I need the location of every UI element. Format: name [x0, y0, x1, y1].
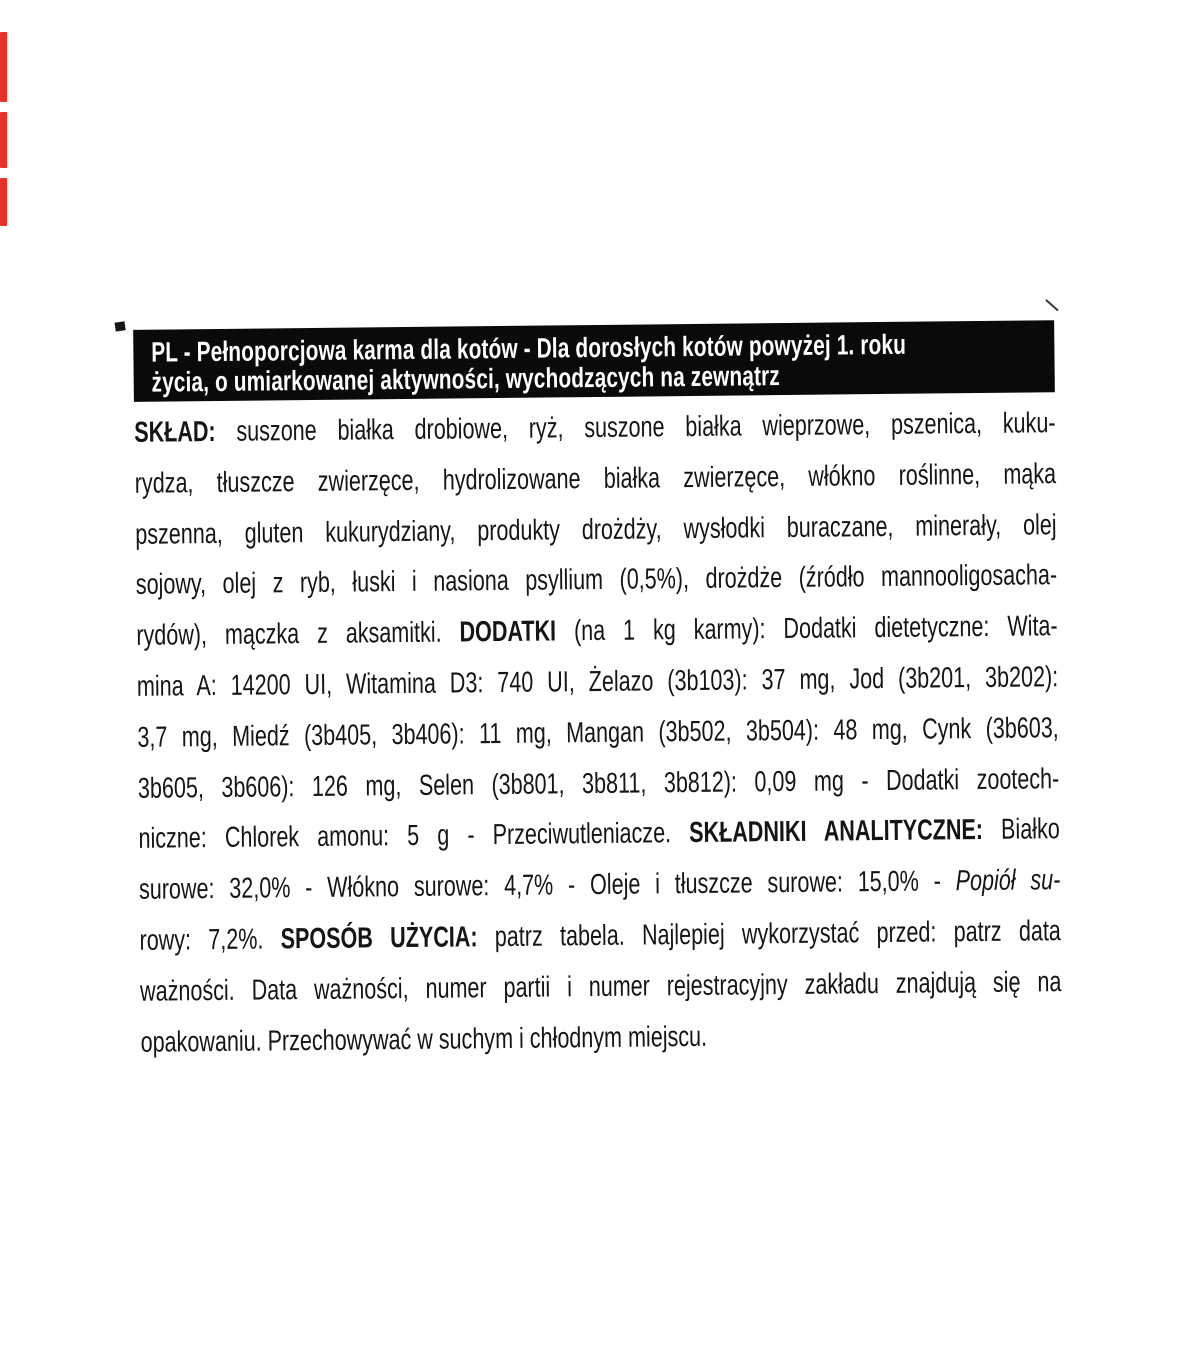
label-keyword: SPOSÓB UŻYCIA: — [280, 921, 478, 956]
label-text-run: surowe: 32,0% - Włókno surowe: 4,7% - Oleje i tłuszcze surowe: 15,0% - — [138, 865, 956, 906]
label-text-run: rydów), mączka z aksamitki. — [136, 616, 460, 653]
scan-edge-artifact — [0, 112, 7, 168]
label-text-run: niczne: Chlorek amonu: 5 g - Przeciwutleniacze. — [138, 817, 690, 856]
label-text-line — [140, 1008, 1062, 1068]
ingredients-text — [134, 398, 1062, 1068]
header-line-1: PL - Pełnoporcjowa karma dla kotów - Dla dorosłych kotów powyżej 1. roku — [151, 328, 907, 368]
label-text-run: ważności. Data ważności, numer partii i numer rejestracyjny zakładu znajdują się na — [139, 965, 1062, 1008]
label-text-run: (na 1 kg karmy): Dodatki dietetyczne: Wita- — [555, 610, 1058, 648]
header-line-2: życia, o umiarkowanej aktywności, wychodzących na zewnątrz — [151, 360, 781, 398]
label-keyword: SKŁAD: — [134, 415, 216, 449]
label-text-run: patrz tabela. Najlepiej wykorzystać przed: patrz data — [477, 915, 1061, 954]
label-keyword: SKŁADNIKI ANALITYCZNE: — [689, 814, 984, 850]
label-text-run: rydza, tłuszcze zwierzęce, hydrolizowane białka zwierzęce, włókno roślinne, mąka — [134, 457, 1057, 500]
label-text-run: pszenna, gluten kukurydziany, produkty drożdży, wysłodki buraczane, minerały, olej — [135, 508, 1057, 551]
label-text-run: Popiół su- — [955, 864, 1061, 898]
label-header-text — [133, 320, 1055, 398]
label-keyword: DODATKI — [459, 615, 557, 649]
label-text-run: mina A: 14200 UI, Witamina D3: 740 UI, Żelazo (3b103): 37 mg, Jod (3b201, 3b202): — [136, 661, 1059, 703]
scan-edge-artifact — [0, 32, 7, 102]
label-text-run: Białko — [982, 813, 1060, 847]
label-text-run: 3b605, 3b606): 126 mg, Selen (3b801, 3b811, 3b812): 0,09 mg - Dodatki zootech- — [137, 762, 1060, 805]
label-text-run: 3,7 mg, Miedź (3b405, 3b406): 11 mg, Mangan (3b502, 3b504): 48 mg, Cynk (3b603, — [137, 711, 1059, 754]
label-text-run: rowy: 7,2%. — [139, 923, 281, 957]
pet-food-label — [133, 320, 1062, 1068]
scan-edge-artifact — [0, 178, 7, 226]
label-text-run: suszone białka drobiowe, ryż, suszone białka wieprzowe, pszenica, kuku- — [215, 407, 1056, 448]
label-text-run: sojowy, olej z ryb, łuski i nasiona psyllium (0,5%), drożdże (źródło mannooligosacha- — [135, 559, 1058, 602]
label-text-run: opakowaniu. Przechowywać w suchym i chłodnym miejscu. — [140, 1020, 708, 1059]
label-header-bar — [133, 320, 1055, 402]
